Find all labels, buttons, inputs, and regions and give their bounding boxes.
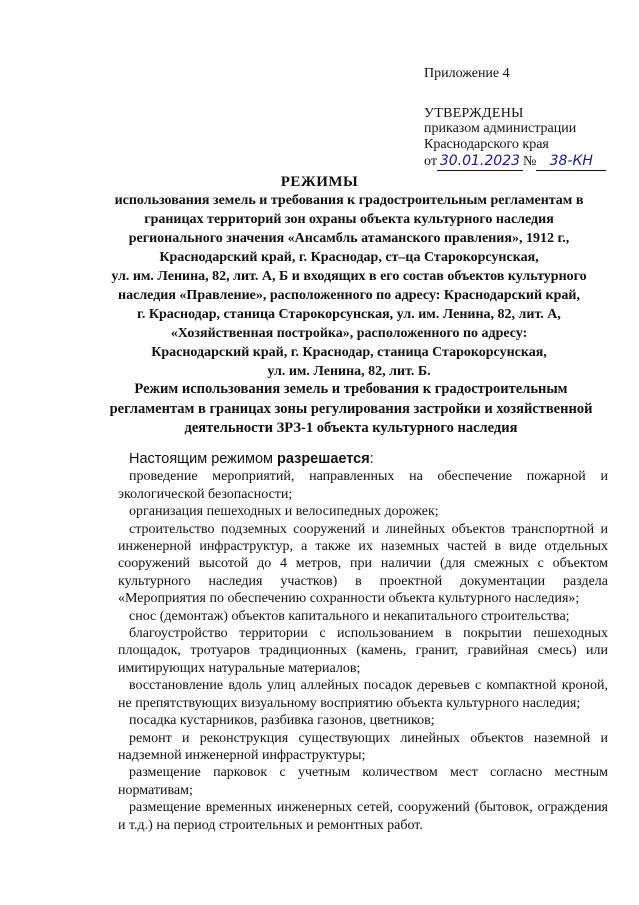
document-body [118,451,608,834]
document-title: РЕЖИМЫ [280,174,359,190]
section-title-line: регламентам в границах зоны регулирования застройки и хозяйственной [109,400,593,417]
handwritten-date: 30.01.2023 [437,153,523,171]
date-prefix: от [424,154,437,169]
section-title [96,380,606,439]
list-item: благоустройство территории с использованием в покрытии пешеходных площадок, тротуаров традиционных (камень, гранит, гравийная смесь) или имитирующих натуральные материалов; [118,626,608,676]
order-line-2: Краснодарского края [424,137,549,152]
subtitle-line: регионального значения «Ансамбль атаманского правления», 1912 г., [128,231,570,246]
subtitle-line: ул. им. Ленина, 82, лит. Б. [267,364,431,379]
order-date-number-line [424,153,606,171]
list-item: проведение мероприятий, направленных на обеспечение пожарной и экологической безопасности; [118,469,608,502]
list-item: организация пешеходных и велосипедных дорожек; [129,504,439,520]
appendix-label: Приложение 4 [424,66,510,81]
handwritten-number: 38-КН [536,153,606,171]
subtitle-line: Краснодарский край, г. Краснодар, станица Старокорсунская, [151,345,547,360]
list-item: строительство подземных сооружений и линейных объектов транспортной и инженерной инфраструктур, а также их наземных частей в виде отдельных сооружений высотой до 4 метров, при наличии (для смежных с объектом культурного наследия участков) в проектной документации раздела «Мероприятия по обеспечению сохранности объекта культурного наследия»; [118,521,608,607]
subtitle-line: границах территорий зон охраны объекта культурного наследия [144,212,554,227]
order-line-1: приказом администрации [424,121,577,136]
subtitle-line: «Хозяйственная постройка», расположенного по адресу: [170,326,528,341]
subtitle-line: ул. им. Ленина, 82, лит. А, Б и входящих в его состав объектов культурного [111,269,587,284]
intro-paragraph: Настоящим режимом разрешается: [129,451,374,467]
list-item: ремонт и реконструкция существующих линейных объектов наземной и надземной инженерной инфраструктуры; [118,730,608,763]
approved-label: УТВЕРЖДЕНЫ [424,106,524,121]
list-item: восстановление вдоль улиц аллейных посадок деревьев с компактной кроной, не препятствующих визуальному восприятию объекта культурного наследия; [118,678,608,711]
subtitle-line: Краснодарский край, г. Краснодар, ст–ца Старокорсунская, [159,250,539,265]
list-item: посадка кустарников, разбивка газонов, цветников; [129,713,435,729]
intro-bold-word: разрешается [277,451,370,467]
subtitle-line: г. Краснодар, станица Старокорсунская, ул. им. Ленина, 82, лит. А, [137,307,561,322]
list-item: размещение временных инженерных сетей, сооружений (бытовок, ограждения и т.д.) на период строительных и ремонтных работ. [118,800,608,833]
list-item: снос (демонтаж) объектов капитального и некапитального строительства; [129,608,570,624]
number-prefix: № [522,154,537,169]
subtitle-line: наследия «Правление», расположенного по адресу: Краснодарский край, [118,288,580,303]
document-subtitle [86,191,612,381]
section-title-line: Режим использования земель и требования к градостроительным [134,381,568,397]
section-title-line: деятельности ЗРЗ-1 объекта культурного наследия [184,420,518,436]
subtitle-line: использования земель и требования к градостроительным регламентам в [114,193,584,208]
order-block [424,121,606,171]
list-item: размещение парковок с учетным количеством мест согласно местным нормативам; [118,765,608,798]
